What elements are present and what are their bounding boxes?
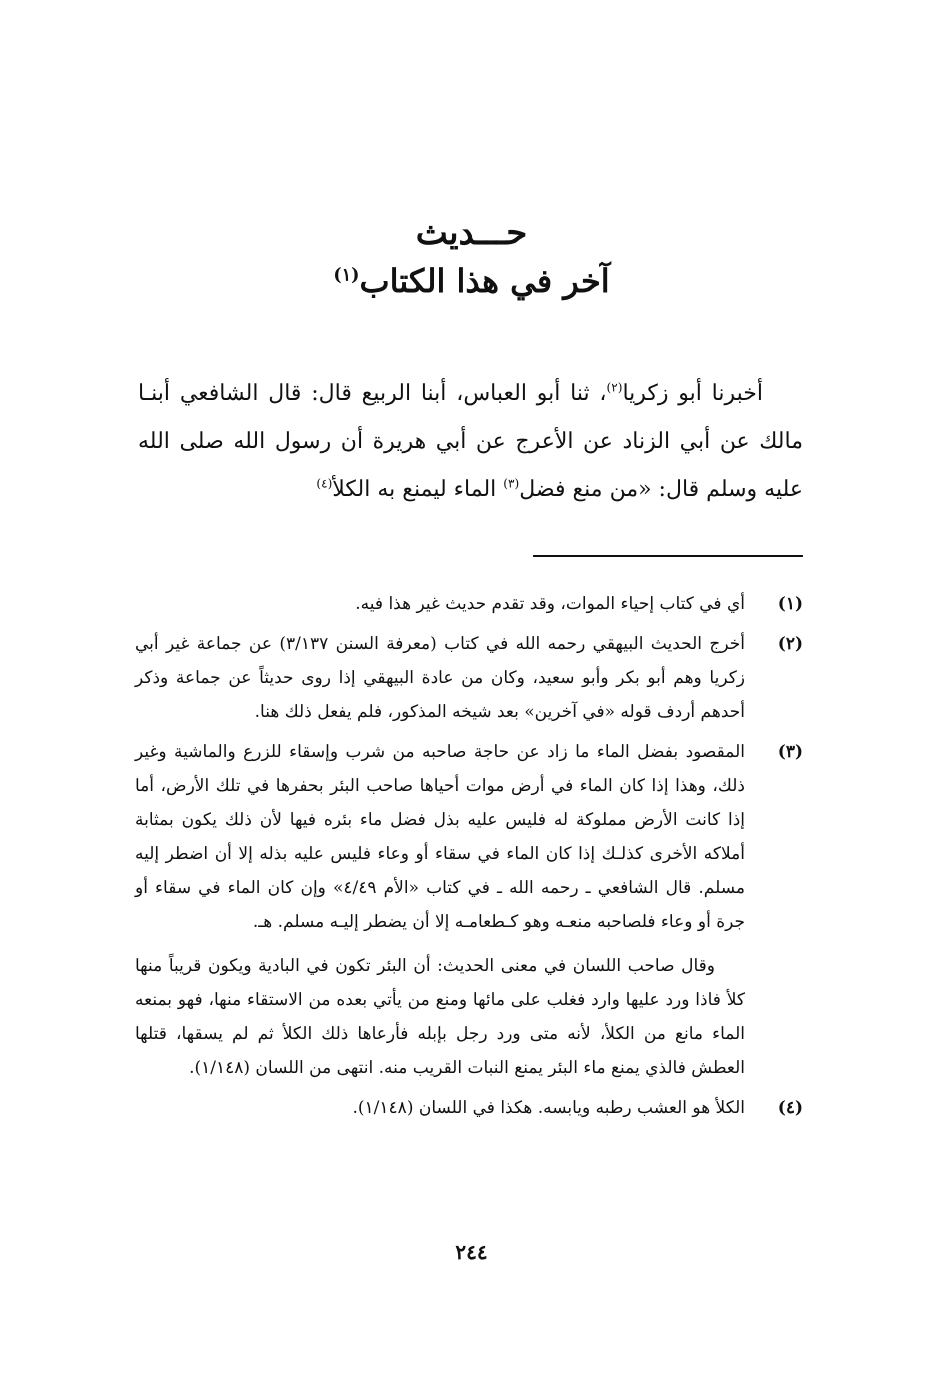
- footnote-3: [135, 735, 803, 1085]
- footnote-2: [135, 627, 803, 729]
- footnote-text: أخرج الحديث البيهقي رحمه الله في كتاب (معرفة السنن ٣/١٣٧) عن جماعة غير أبي زكريا وهم أبو بكر وأبو سعيد، وكان من عادة البيهقي إذا روى حديثاً عن جماعة وذكر أحدهم أردف قوله «في آخرين» بعد شيخه المذكور، فلم يفعل ذلك هنا.: [135, 634, 745, 722]
- footnote-ref-4: (٤): [316, 476, 333, 491]
- hadith-paragraph: [138, 370, 803, 514]
- chapter-heading: [0, 210, 943, 306]
- footnote-number: (٤): [777, 1098, 803, 1118]
- hadith-text: [138, 370, 803, 514]
- footnote-4: [135, 1091, 803, 1125]
- footnote-number: (٣): [777, 742, 803, 762]
- footnote-text-continued: وقال صاحب اللسان في معنى الحديث: أن البئر تكون في البادية ويكون قريباً منها كلأ فاذا ورد عليها وارد فغلب على مائها ومنع من يأتي بعده من الاستقاء منها، فهو بمنعه الماء مانع من الكلأ، لأنه متى ورد رجل بإبله فأرعاها ذلك الكلأ ثم لم يسقها، قتلها العطش فالذي يمنع ماء البئر يمنع النبات القريب منه. انتهى من اللسان (١/١٤٨).: [135, 956, 745, 1078]
- footnote-ref-2: (٢): [606, 380, 623, 395]
- heading-subtitle: [0, 256, 943, 306]
- hadith-seg-1: أخبرنا أبو زكريا: [622, 381, 764, 406]
- footnote-number: (٢): [777, 634, 803, 654]
- footnote-ref-1: (١): [333, 264, 360, 286]
- hadith-seg-3: الماء ليمنع به الكلأ: [332, 477, 504, 502]
- heading-word: حـــديث: [415, 213, 528, 253]
- page-number: ٢٤٤: [455, 1240, 488, 1264]
- footnote-separator: [533, 555, 803, 557]
- footnote-ref-3: (٣): [503, 476, 520, 491]
- footnote-text: الكلأ هو العشب رطبه ويابسه. هكذا في اللسان (١/١٤٨).: [352, 1098, 745, 1118]
- footnotes: [135, 587, 803, 1131]
- heading-subtitle-text: آخر في هذا الكتاب: [359, 262, 610, 300]
- footnote-text: المقصود بفضل الماء ما زاد عن حاجة صاحبه من شرب وإسقاء للزرع والماشية وغير ذلك، وهذا إذا كان الماء في أرض موات أحياها صاحب البئر بحفرها في تلك الأرض، أما إذا كانت الأرض مملوكة له فليس عليه بذل فضل ماء بئره فيها لأن ذلك يكون بمثابة أملاكه الأخرى كذلـك إذا كان الماء في سقاء أو وعاء فليس عليه بذله إلا أن اضطر إليه مسلم. قال الشافعي ـ رحمه الله ـ في كتاب «الأم ٤/٤٩» وإن كان الماء في سقاء أو جرة أو وعاء فلصاحبه منعـه وهو كـطعامـه إلا أن يضطر إليـه مسلم. هـ.: [135, 742, 745, 932]
- hadith-seg-2: ، ثنا أبو العباس، أبنا الربيع قال: قال الشافعي أبنـا مالك عن أبي الزناد عن الأعرج عن أبي هريرة أن رسول الله صلى الله عليه وسلم قال: «من منع فضل: [138, 381, 803, 502]
- footnote-number: (١): [777, 594, 803, 614]
- footnote-text: أي في كتاب إحياء الموات، وقد تقدم حديث غير هذا فيه.: [355, 594, 745, 614]
- footnote-1: [135, 587, 803, 621]
